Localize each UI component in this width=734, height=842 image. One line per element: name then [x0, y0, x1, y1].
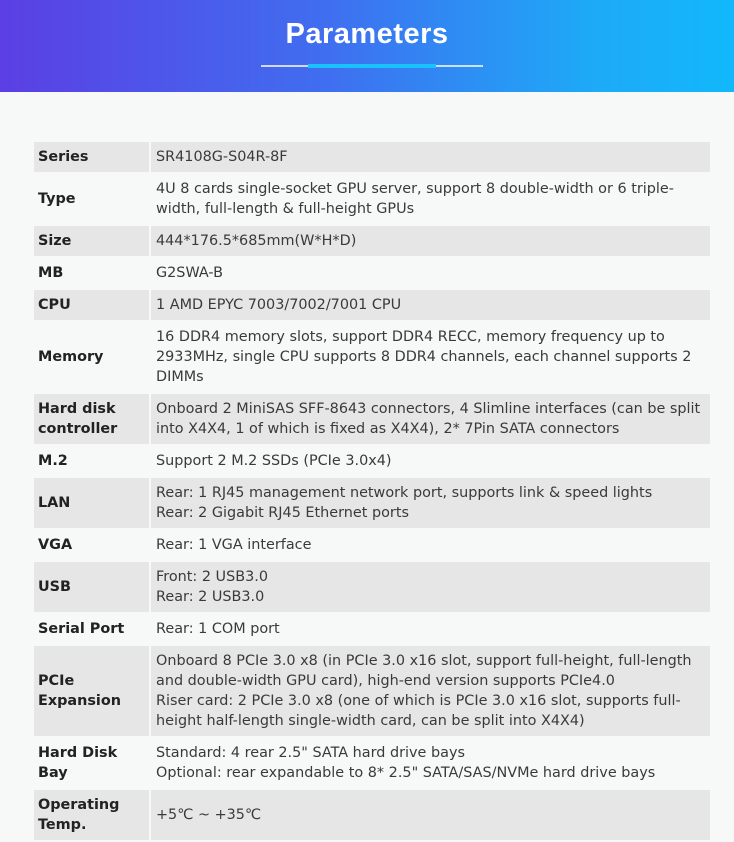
spec-value	[151, 174, 710, 224]
spec-row	[34, 446, 710, 476]
spec-row	[34, 290, 710, 320]
spec-row	[34, 614, 710, 644]
spec-value	[151, 446, 710, 476]
title-underline	[261, 65, 483, 67]
spec-label: USB	[34, 562, 151, 612]
spec-value-line: Optional: rear expandable to 8* 2.5" SATA/SAS/NVMe hard drive bays	[156, 765, 656, 781]
spec-table	[34, 140, 710, 842]
spec-value	[151, 478, 710, 528]
spec-label: Hard disk controller	[34, 394, 151, 444]
spec-value	[151, 142, 710, 172]
spec-value-line: Front: 2 USB3.0	[156, 569, 268, 585]
page-header	[0, 0, 734, 92]
spec-value-line: SR4108G-S04R-8F	[156, 149, 288, 165]
spec-label: Memory	[34, 322, 151, 392]
spec-label: Hard Disk Bay	[34, 738, 151, 788]
spec-row	[34, 478, 710, 528]
spec-row	[34, 562, 710, 612]
spec-row	[34, 790, 710, 840]
spec-value-line: Support 2 M.2 SSDs (PCIe 3.0x4)	[156, 453, 392, 469]
spec-value-line: Rear: 1 VGA interface	[156, 537, 312, 553]
spec-label: MB	[34, 258, 151, 288]
spec-label: LAN	[34, 478, 151, 528]
spec-label: CPU	[34, 290, 151, 320]
spec-row	[34, 226, 710, 256]
spec-label: Size	[34, 226, 151, 256]
spec-value	[151, 258, 710, 288]
title-underline-accent	[308, 64, 436, 68]
spec-value	[151, 530, 710, 560]
spec-row	[34, 258, 710, 288]
spec-value	[151, 226, 710, 256]
spec-value-line: 1 AMD EPYC 7003/7002/7001 CPU	[156, 297, 402, 313]
spec-row	[34, 394, 710, 444]
spec-value-line: Onboard 2 MiniSAS SFF-8643 connectors, 4 Slimline interfaces (can be split into X4X4, 1 of which is fixed as X4X4), 2* 7Pin SATA connectors	[156, 401, 701, 437]
spec-value	[151, 290, 710, 320]
spec-value	[151, 646, 710, 736]
spec-label: Serial Port	[34, 614, 151, 644]
spec-value-line: Riser card: 2 PCIe 3.0 x8 (one of which is PCIe 3.0 x16 slot, supports full-height half-length single-width card, can be split into X4X4)	[156, 693, 681, 729]
spec-row	[34, 646, 710, 736]
spec-value-line: Rear: 1 RJ45 management network port, supports link & speed lights	[156, 485, 653, 501]
spec-label: PCIe Expansion	[34, 646, 151, 736]
spec-row	[34, 738, 710, 788]
spec-label: Type	[34, 174, 151, 224]
spec-value-line: Rear: 1 COM port	[156, 621, 280, 637]
spec-value	[151, 614, 710, 644]
spec-value-line: 4U 8 cards single-socket GPU server, support 8 double-width or 6 triple-width, full-length & full-height GPUs	[156, 181, 674, 217]
spec-label: Operating Temp.	[34, 790, 151, 840]
spec-label: Series	[34, 142, 151, 172]
spec-row	[34, 142, 710, 172]
spec-value-line: Onboard 8 PCIe 3.0 x8 (in PCIe 3.0 x16 slot, support full-height, full-length and double-width GPU card), high-end version supports PCIe4.0	[156, 653, 692, 689]
spec-row	[34, 322, 710, 392]
spec-value-line: Rear: 2 Gigabit RJ45 Ethernet ports	[156, 505, 409, 521]
spec-value-line: 444*176.5*685mm(W*H*D)	[156, 233, 357, 249]
spec-value-line: Rear: 2 USB3.0	[156, 589, 265, 605]
spec-value	[151, 790, 710, 840]
spec-label: VGA	[34, 530, 151, 560]
spec-row	[34, 174, 710, 224]
spec-value	[151, 562, 710, 612]
spec-value	[151, 322, 710, 392]
spec-value-line: Standard: 4 rear 2.5" SATA hard drive bays	[156, 745, 465, 761]
spec-value-line: G2SWA-B	[156, 265, 223, 281]
page-title: Parameters	[285, 18, 449, 50]
spec-value-line: 16 DDR4 memory slots, support DDR4 RECC, memory frequency up to 2933MHz, single CPU supports 8 DDR4 channels, each channel supports 2 DIMMs	[156, 329, 692, 385]
spec-value	[151, 394, 710, 444]
spec-row	[34, 530, 710, 560]
spec-value	[151, 738, 710, 788]
spec-value-line: +5℃ ~ +35℃	[156, 807, 262, 823]
spec-label: M.2	[34, 446, 151, 476]
